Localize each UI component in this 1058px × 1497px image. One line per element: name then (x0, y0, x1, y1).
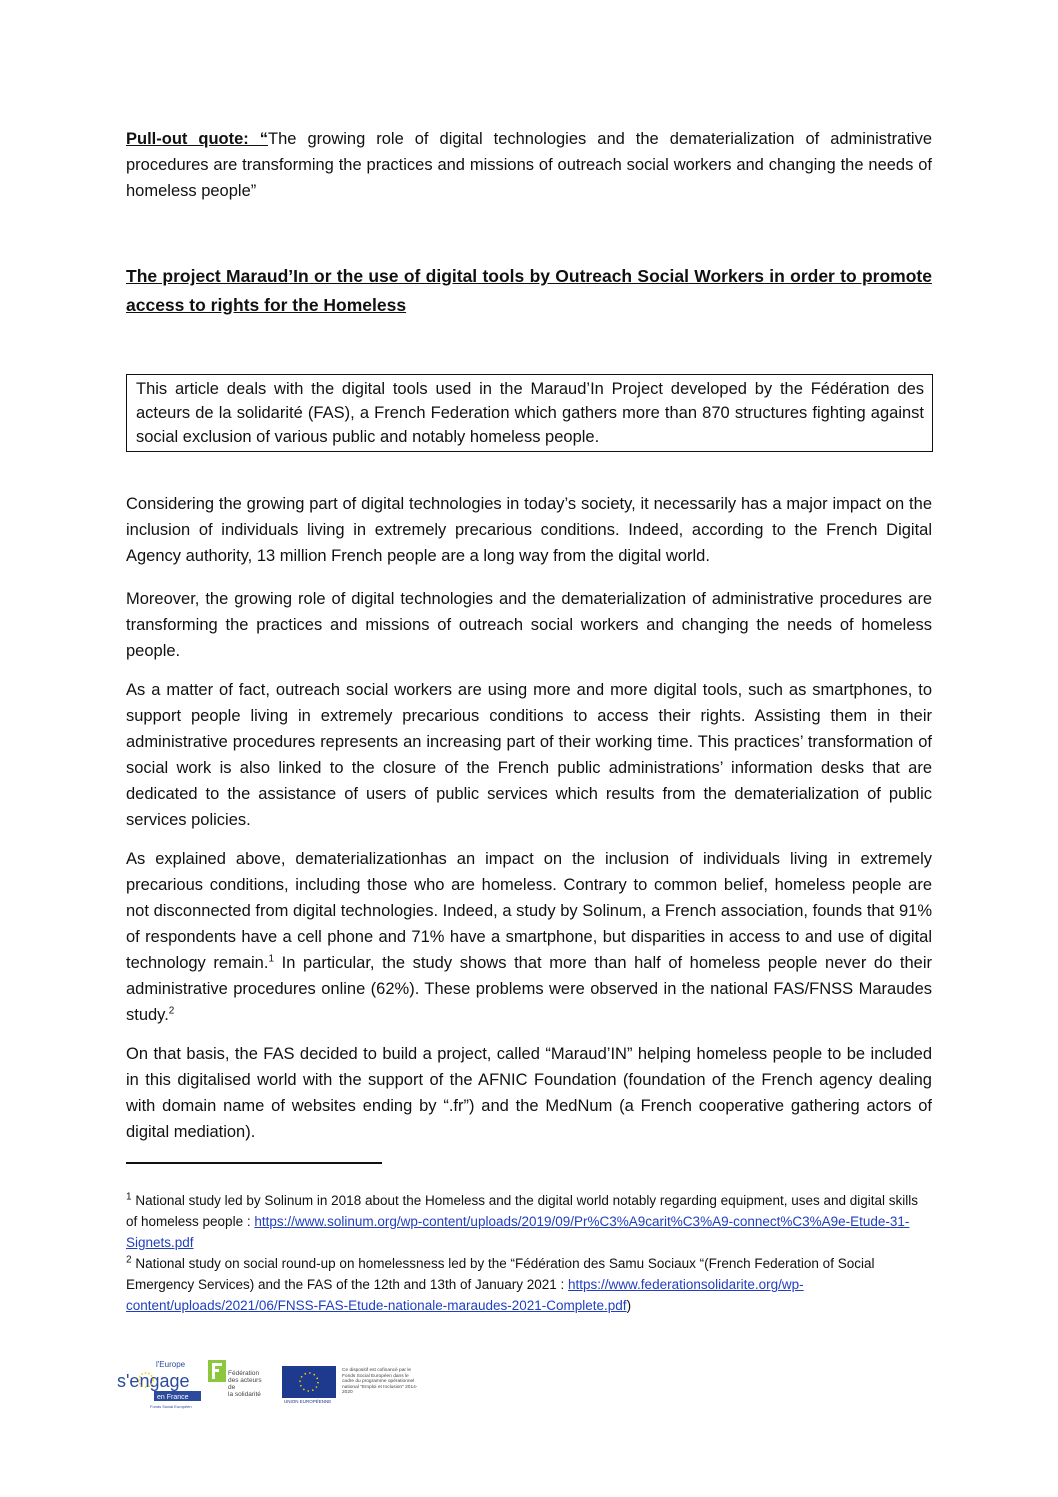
footnote-link[interactable]: https://www.solinum.org/wp-content/uploads/2019/09/Pr%C3%A9carit%C3%A9-connect%C3%A9e-Etude-31-Signets.pdf (126, 1214, 910, 1250)
footnote-text: National study led by Solinum in 2018 about the Homeless and the digital world notably regarding equipment, uses and digital skills of homeless people : (126, 1193, 919, 1229)
paragraph-4-part-1: As explained above, dematerializationhas an impact on the inclusion of individuals living in extremely precarious conditions, including those who are homeless. Contrary to common belief, homeless people are not disconnected from digital technologies. Indeed, a study by Solinum, a French association, founds that 91% of respondents have a cell phone and 71% have a smartphone, but disparities in access to and use of digital technology remain. (126, 850, 932, 972)
eu-flag-icon (282, 1366, 336, 1398)
abstract-box: This article deals with the digital tools used in the Maraud’In Project developed by the Fédération des acteurs de la solidarité (FAS), a French Federation which gathers more than 870 structures fighting against social exclusion of various public and notably homeless people. (126, 374, 933, 452)
fas-text: Fédération des acteurs de la solidarité (228, 1370, 262, 1398)
footer-logos (116, 1358, 416, 1414)
europe-line-2: s'engage (117, 1371, 190, 1391)
footnotes (126, 1190, 932, 1316)
fas-logo (208, 1360, 268, 1406)
body-paragraph-2: Moreover, the growing role of digital technologies and the dematerialization of administrative procedures are transforming the practices and missions of outreach social workers and changing the needs of homeless people. (126, 590, 932, 660)
fas-f-icon (208, 1360, 226, 1382)
body-paragraph-5: On that basis, the FAS decided to build a project, called “Maraud’IN” helping homeless people to be included in this digitalised world with the support of the AFNIC Foundation (foundation of the French agency dealing with domain name of websites ending by “.fr”) and the MedNum (a French cooperative gathering actors of digital mediation). (126, 1045, 932, 1141)
body-paragraph-4 (126, 846, 932, 1028)
europe-line-4: Fonds Social Européen (150, 1404, 192, 1409)
pull-out-quote (126, 126, 932, 204)
paragraph-4-part-2: In particular, the study shows that more than half of homeless people never do their administrative procedures online (62%). These problems were observed in the national FAS/FNSS Maraudes study. (126, 954, 932, 1024)
footnote-separator (126, 1162, 382, 1164)
eu-cofinance-text: Ce dispositif est cofinancé par le Fonds Social Européen dans le cadre du programme opérationnel national "Emploi et Inclusion" 2014-2020 (342, 1368, 418, 1396)
quote-label: Pull-out quote: “ (126, 130, 269, 148)
article-title: The project Maraud’In or the use of digital tools by Outreach Social Workers in order to promote access to rights for the Homeless (126, 266, 932, 315)
eu-caption: UNION EUROPÉENNE (284, 1399, 332, 1404)
footnote-trailing: ) (626, 1298, 632, 1313)
footnote-text: National study on social round-up on homelessness led by the “Fédération des Samu Sociaux “(French Federation of Social Emergency Services) and the FAS of the 12th and 13th of January 2021 : (126, 1256, 875, 1292)
eu-logo (282, 1366, 418, 1406)
footnote-1 (126, 1190, 932, 1253)
footnote-ref-1[interactable]: 1 (268, 953, 274, 965)
footnote-number: 2 (126, 1254, 132, 1266)
europe-line-3: en France (157, 1394, 189, 1401)
body-paragraph-1: Considering the growing part of digital technologies in today’s society, it necessarily has a major impact on the inclusion of individuals living in extremely precarious conditions. Indeed, according to the French Digital Agency authority, 13 million French people are a long way from the digital world. (126, 495, 932, 565)
footnote-number: 1 (126, 1191, 132, 1203)
quote-text: The growing role of digital technologies and the dematerialization of administrative procedures are transforming the practices and missions of outreach social workers and changing the needs of homeless people” (126, 130, 932, 200)
europe-engage-logo (116, 1358, 202, 1410)
footnote-ref-2[interactable]: 2 (168, 1005, 175, 1017)
footnote-2 (126, 1253, 932, 1316)
europe-line-1: l'Europe (156, 1360, 186, 1369)
body-paragraph-3: As a matter of fact, outreach social workers are using more and more digital tools, such as smartphones, to support people living in extremely precarious conditions to access their rights. Assisting them in their administrative procedures represents an increasing part of their working time. This practices’ transformation of social work is also linked to the closure of the French public administrations’ information desks that are dedicated to the assistance of users of public services which results from the dematerialization of public services policies. (126, 681, 932, 829)
footnote-link[interactable]: https://www.federationsolidarite.org/wp-content/uploads/2021/06/FNSS-FAS-Etude-nationale-maraudes-2021-Complete.pdf (126, 1277, 804, 1313)
